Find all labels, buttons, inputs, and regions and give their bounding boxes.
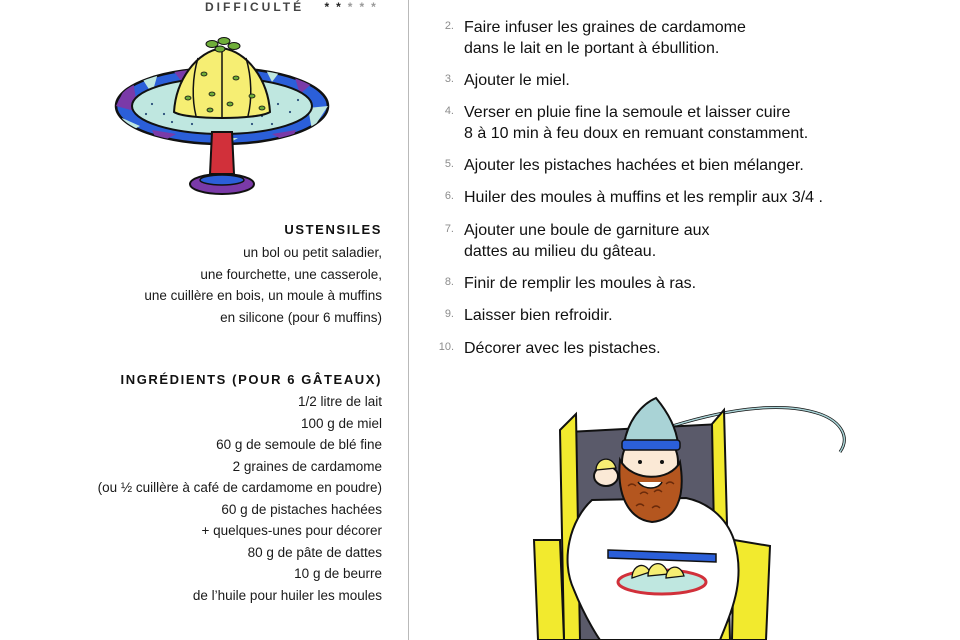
step-number: 7. — [444, 223, 454, 235]
step-number: 2. — [444, 20, 454, 32]
recipe-step — [430, 17, 746, 59]
star-icon: * — [347, 0, 360, 14]
step-number: 10. — [438, 341, 454, 353]
recipe-step — [430, 338, 661, 359]
column-divider — [408, 0, 409, 640]
difficulty-rating — [205, 0, 383, 14]
step-text: Laisser bien refroidir. — [464, 307, 613, 324]
recipe-step — [430, 187, 823, 208]
ingredient-line: 100 g de miel — [300, 415, 382, 431]
star-icon: * — [336, 0, 348, 14]
stand-stem — [210, 132, 234, 174]
ingredient-line: + quelques-unes pour décorer — [201, 523, 382, 538]
step-number: 9. — [444, 308, 454, 320]
difficulty-label: DIFFICULTÉ — [205, 0, 305, 14]
bearded-king-illustration — [520, 390, 860, 640]
step-number: 4. — [444, 105, 454, 117]
step-text: Huiler des moules à muffins et les remplir aux 3/4 . — [464, 189, 823, 206]
recipe-step — [430, 102, 808, 144]
recipe-step — [430, 305, 613, 326]
difficulty-stars — [324, 0, 382, 14]
step-number: 6. — [444, 190, 454, 202]
ingredients-list — [98, 391, 382, 606]
step-text: Verser en pluie fine la semoule et laisser cuire 8 à 10 min à feu doux en remuant constamment. — [464, 104, 809, 142]
ingredient-line: 60 g de semoule de blé fine — [216, 437, 382, 452]
step-text: Faire infuser les graines de cardamome dans le lait en le portant à ébullition. — [464, 19, 746, 57]
chair-arm-left — [534, 540, 564, 640]
ingredient-line: (ou ½ cuillère à café de cardamome en poudre) — [97, 480, 382, 495]
ingredient-line: 60 g de pistaches hachées — [221, 501, 382, 517]
utensils-title: USTENSILES — [284, 222, 382, 237]
ingredient-line: 2 graines de cardamome — [232, 458, 382, 474]
star-icon: * — [359, 0, 372, 14]
ingredient-line: 80 g de pâte de dattes — [247, 544, 382, 560]
step-text: Décorer avec les pistaches. — [464, 340, 661, 357]
ingredient-line: de l’huile pour huiler les moules — [192, 587, 382, 603]
ingredients-title: INGRÉDIENTS (POUR 6 GÂTEAUX) — [120, 372, 382, 387]
utensils-list — [144, 242, 382, 328]
step-text: Ajouter le miel. — [464, 72, 570, 89]
step-text: Finir de remplir les moules à ras. — [464, 275, 697, 292]
step-number: 8. — [444, 276, 454, 288]
utensil-line: une cuillère en bois, un moule à muffins — [144, 288, 382, 303]
step-number: 3. — [444, 73, 454, 85]
recipe-step — [430, 155, 804, 176]
utensil-line: un bol ou petit saladier, — [243, 245, 382, 260]
star-icon: * — [324, 0, 337, 14]
ingredient-line: 1/2 litre de lait — [297, 394, 382, 409]
king-hat — [624, 398, 678, 444]
step-text: Ajouter une boule de garniture aux dattes au milieu du gâteau. — [464, 222, 710, 260]
step-number: 5. — [444, 158, 454, 170]
utensil-line: en silicone (pour 6 muffins) — [220, 309, 382, 325]
utensil-line: une fourchette, une casserole, — [200, 266, 382, 282]
step-text: Ajouter les pistaches hachées et bien mélanger. — [464, 157, 804, 174]
recipe-step — [430, 70, 570, 91]
recipe-step — [430, 220, 710, 262]
star-icon: * — [371, 0, 383, 14]
cake-on-stand-illustration — [112, 34, 332, 204]
pistachio-topping — [206, 38, 240, 53]
ingredient-line: 10 g de beurre — [294, 566, 382, 581]
recipe-step — [430, 273, 696, 294]
